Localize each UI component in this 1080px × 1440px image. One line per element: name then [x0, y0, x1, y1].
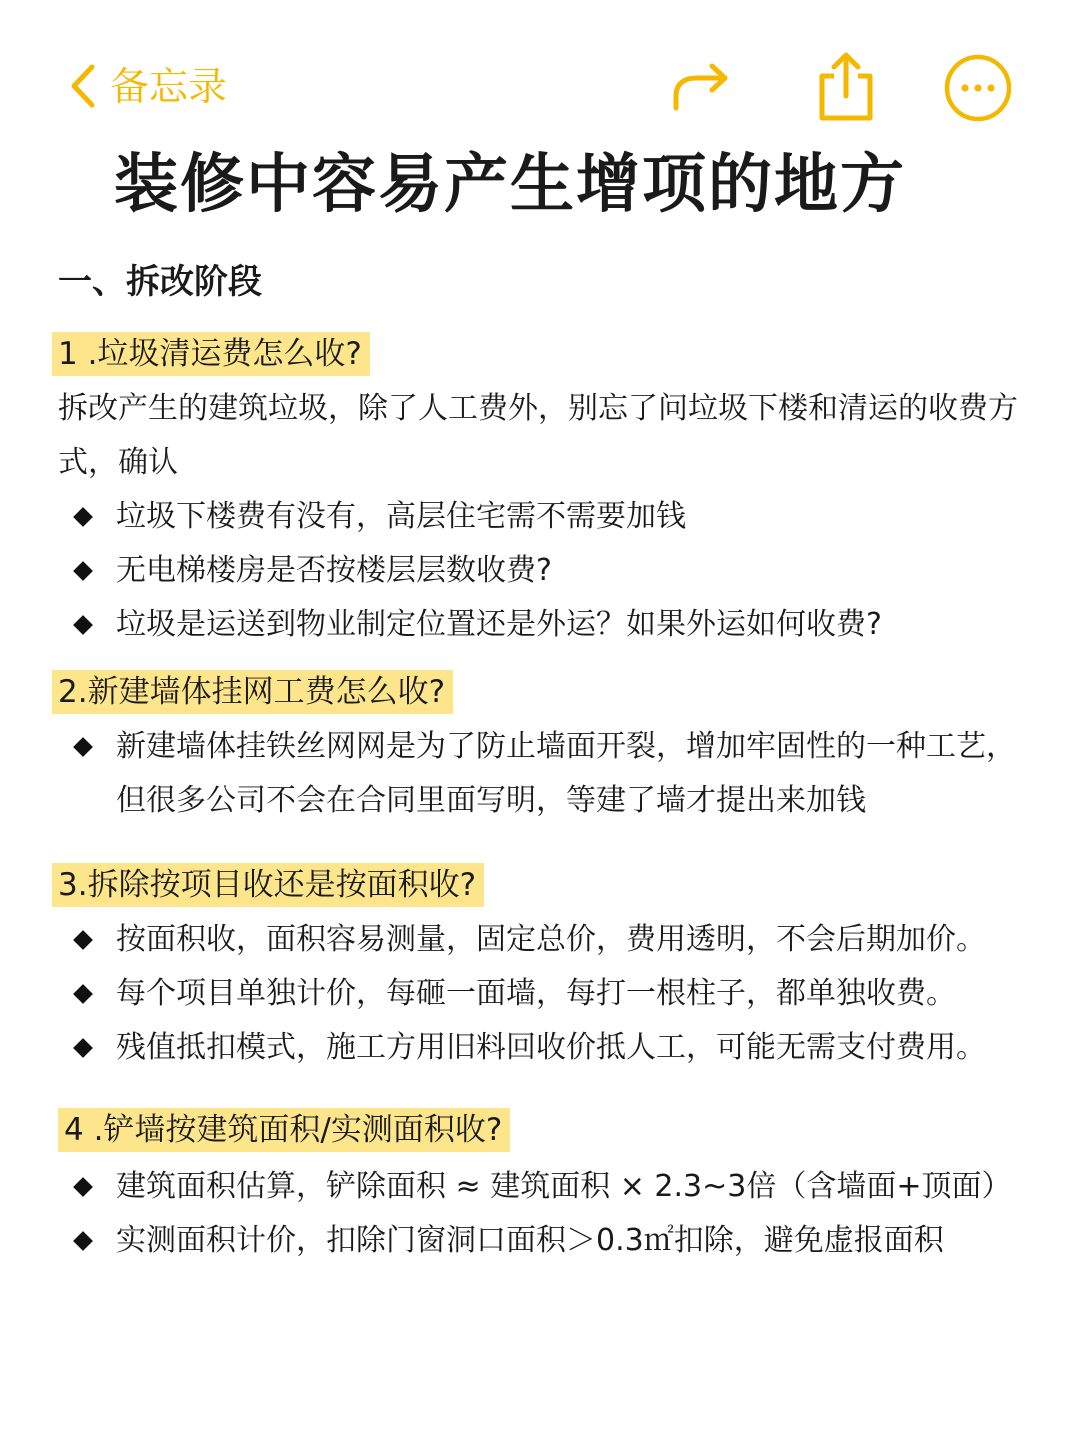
bullet-item: 无电梯楼房是否按楼层层数收费? — [0, 544, 1080, 598]
question-2-bullets — [0, 720, 1080, 828]
note-title: 装修中容易产生增项的地方 — [114, 148, 906, 222]
question-block-4 — [0, 1108, 1080, 1268]
bullet-item: 新建墙体挂铁丝网网是为了防止墙面开裂，增加牢固性的一种工艺，但很多公司不会在合同里面写明，等建了墙才提出来加钱 — [0, 720, 1080, 828]
question-highlight-4: 4 .铲墙按建筑面积/实测面积收? — [58, 1108, 510, 1152]
bullet-item: 残值抵扣模式，施工方用旧料回收价抵人工，可能无需支付费用。 — [0, 1021, 1080, 1075]
diamond-bullet-icon — [72, 598, 94, 652]
diamond-bullet-icon — [72, 1160, 94, 1214]
chevron-left-icon — [66, 61, 102, 115]
diamond-bullet-icon — [72, 1214, 94, 1268]
question-4-bullets — [0, 1160, 1080, 1268]
section-heading: 一、拆改阶段 — [58, 262, 262, 302]
bullet-item: 按面积收，面积容易测量，固定总价，费用透明，不会后期加价。 — [0, 913, 1080, 967]
question-1-paragraph: 拆改产生的建筑垃圾，除了人工费外，别忘了问垃圾下楼和清运的收费方式，确认 — [58, 391, 1018, 480]
redo-icon[interactable] — [664, 50, 740, 126]
diamond-bullet-icon — [72, 720, 94, 774]
question-block-3 — [0, 863, 1080, 1075]
diamond-bullet-icon — [72, 967, 94, 1021]
bullet-item: 建筑面积估算，铲除面积 ≈ 建筑面积 × 2.3~3倍（含墙面+顶面） — [0, 1160, 1080, 1214]
more-icon[interactable] — [940, 50, 1016, 126]
diamond-bullet-icon — [72, 490, 94, 544]
bullet-item: 垃圾下楼费有没有，高层住宅需不需要加钱 — [0, 490, 1080, 544]
question-block-2 — [0, 670, 1080, 828]
bullet-item: 每个项目单独计价，每砸一面墙，每打一根柱子，都单独收费。 — [0, 967, 1080, 1021]
question-1-bullets — [0, 490, 1080, 652]
question-highlight-2: 2.新建墙体挂网工费怎么收? — [52, 670, 453, 714]
bullet-item: 垃圾是运送到物业制定位置还是外运？如果外运如何收费? — [0, 598, 1080, 652]
diamond-bullet-icon — [72, 1021, 94, 1075]
diamond-bullet-icon — [72, 544, 94, 598]
question-3-bullets — [0, 913, 1080, 1075]
diamond-bullet-icon — [72, 913, 94, 967]
bullet-item: 实测面积计价，扣除门窗洞口面积＞0.3㎡扣除，避免虚报面积 — [0, 1214, 1080, 1268]
question-block-1 — [0, 332, 1080, 652]
back-label: 备忘录 — [110, 65, 228, 110]
share-icon[interactable] — [808, 48, 884, 124]
question-highlight-3: 3.拆除按项目收还是按面积收? — [52, 863, 484, 907]
question-highlight-1: 1 .垃圾清运费怎么收? — [52, 332, 370, 376]
back-button[interactable] — [66, 60, 227, 116]
